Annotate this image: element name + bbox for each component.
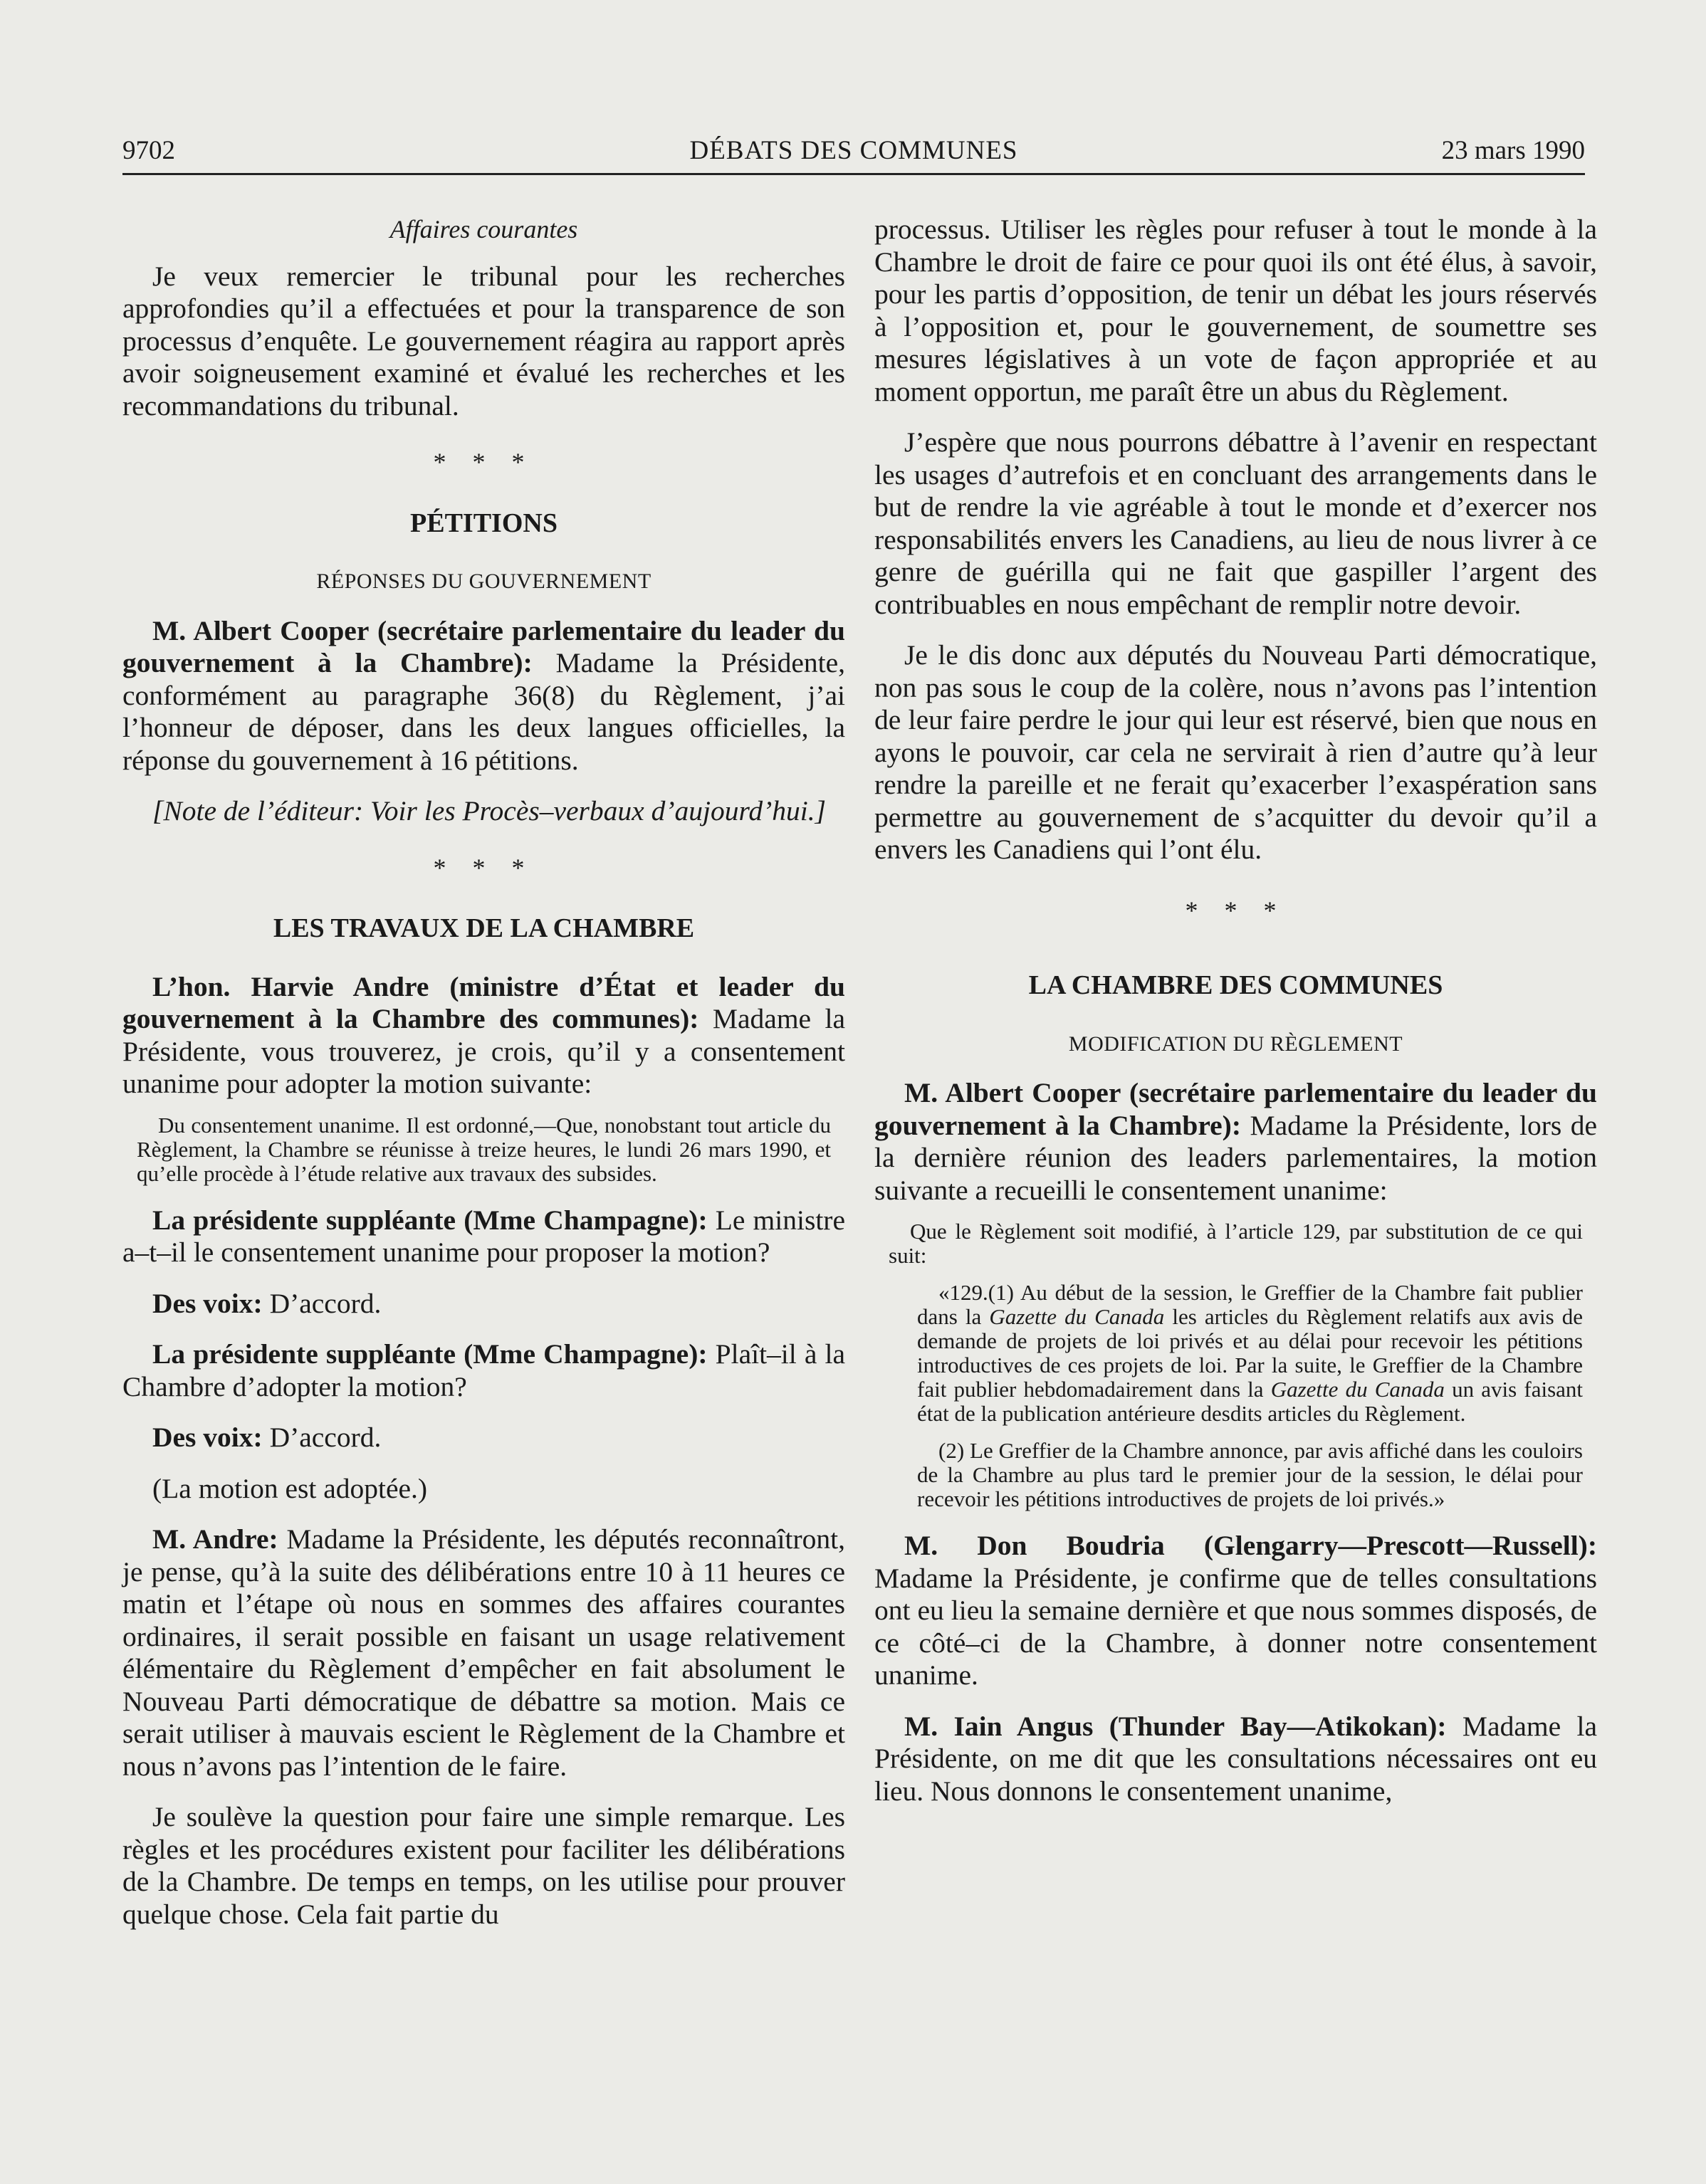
speaker-name: M. Don Boudria (Glengarry—Prescott—Russell): xyxy=(904,1530,1597,1561)
motion-text: Que le Règlement soit modifié, à l’article 129, par substitution de ce qui suit: xyxy=(889,1219,1583,1268)
motion-text: Du consentement unanime. Il est ordonné,—Que, nonobstant tout article du Règlement, la Chambre se réunisse à treize heures, le lundi 26 mars 1990, et qu’elle procède à l’étude relative aux travaux des subsides. xyxy=(137,1112,831,1186)
section-heading: LA CHAMBRE DES COMMUNES xyxy=(1028,970,1443,1000)
speaker-name: La présidente suppléante (Mme Champagne): xyxy=(152,1204,708,1236)
speech-text: Madame la Présidente, on me dit que les consultations nécessaires ont eu lieu. Nous donnons le consentement unanime, xyxy=(874,1710,1598,1807)
speech-paragraph xyxy=(874,1711,1597,1808)
speech-text: Madame la Présidente, je confirme que de telles consultations ont eu lieu la semaine dernière et que nous sommes disposés, de ce côté–ci de la Chambre, à donner notre consentement unanime. xyxy=(874,1562,1597,1691)
paragraph: Je soulève la question pour faire une simple remarque. Les règles et les procédures existent pour faciliter les délibérations de la Chambre. De temps en temps, on les utilise pour prouver quelque chose. Cela fait partie du xyxy=(122,1801,845,1930)
speech-text: Madame la Présidente, vous trouverez, je crois, qu’il y a consentement unanime pour adopter la motion suivante: xyxy=(122,1003,845,1099)
speech-text: D’accord. xyxy=(262,1287,382,1319)
section-heading: PÉTITIONS xyxy=(410,508,558,538)
section-separator: * * * xyxy=(433,853,535,882)
paragraph: Je veux remercier le tribunal pour les recherches approfondies qu’il a effectuées et pour la transparence de son processus d’enquête. Le gouvernement réagira au rapport après avoir soigneusement examiné et évalué les recherches et les recommandations du tribunal. xyxy=(122,260,845,421)
speech-text: D’accord. xyxy=(262,1422,382,1453)
speech-paragraph xyxy=(874,1530,1597,1692)
speech-text: Le ministre a–t–il le consentement unanime pour proposer la motion? xyxy=(122,1204,845,1268)
subsection-heading: RÉPONSES DU GOUVERNEMENT xyxy=(316,569,651,593)
speech-paragraph xyxy=(122,1204,845,1269)
rule-text: (2) Le Greffier de la Chambre annonce, par avis affiché dans les couloirs de la Chambre au plus tard le premier jour de la session, le délai pour recevoir les pétitions introductives de projets de loi privés.» xyxy=(917,1438,1583,1511)
speech-paragraph xyxy=(122,1523,845,1783)
rule-text-part: «129.(1) Au début de la session, le Greffier de la Chambre fait publier dans la xyxy=(917,1280,1583,1329)
speech-text: Madame la Présidente, les députés reconnaîtront, je pense, qu’à la suite des délibérations entre 10 à 11 heures ce matin et l’étape où nous en sommes des affaires courantes ordinaires, il serait possible en faisant un usage relativement élémentaire du Règlement d’empêcher en fait absolument le Nouveau Parti démocratique de débattre sa motion. Mais ce serait utiliser à mauvais escient le Règlement de la Chambre et nous n’avons pas l’intention de le faire. xyxy=(122,1523,845,1782)
rule-text xyxy=(917,1281,1583,1426)
speaker-name: M. Albert Cooper (secrétaire parlementaire du leader du gouvernement à la Chambre): xyxy=(122,614,845,678)
speech-text: Madame la Présidente, lors de la dernière réunion des leaders parlementaires, la motion suivante a recueilli le consentement unanime: xyxy=(874,1109,1597,1206)
speech-text: Madame la Présidente, conformément au paragraphe 36(8) du Règlement, j’ai l’honneur de déposer, dans les deux langues officielles, la réponse du gouvernement à 16 pétitions. xyxy=(122,647,845,776)
speech-paragraph xyxy=(122,615,845,777)
subsection-heading: MODIFICATION DU RÈGLEMENT xyxy=(1068,1031,1403,1056)
editor-note xyxy=(122,795,845,828)
speech-text: Plaît–il à la Chambre d’adopter la motion? xyxy=(122,1338,845,1402)
editor-note-text: [Note de l’éditeur: Voir les Procès–verbaux d’aujourd’hui.] xyxy=(152,795,826,826)
speech-paragraph xyxy=(122,1288,845,1321)
rule-text-quote xyxy=(917,1281,1583,1511)
page-date: 23 mars 1990 xyxy=(1441,136,1585,165)
rule-text-part: un avis faisant état de la publication antérieure desdits articles du Règlement. xyxy=(917,1377,1584,1426)
rule-text-part: les articles du Règlement relatifs aux avis de demande de projets de loi privés et au délai pour recevoir les pétitions introductives de ces projets de loi. Par la suite, le Greffier de la Chambre fait publier hebdomadairement dans la xyxy=(917,1304,1583,1402)
speech-paragraph xyxy=(874,1077,1597,1207)
speaker-name: La présidente suppléante (Mme Champagne): xyxy=(152,1338,708,1370)
paragraph: J’espère que nous pourrons débattre à l’avenir en respectant les usages d’autrefois et en concluant des arrangements dans le but de rendre la vie agréable à tout le monde et d’exercer nos responsabilités envers les Canadiens, au lieu de nous livrer à ce genre de guérilla qui ne fait que gaspiller l’argent des contribuables en nous empêchant de remplir notre devoir. xyxy=(874,426,1597,620)
section-heading: LES TRAVAUX DE LA CHAMBRE xyxy=(273,913,695,943)
motion-quote xyxy=(137,1113,831,1186)
speaker-name: M. Andre: xyxy=(152,1523,278,1555)
procedural-note: (La motion est adoptée.) xyxy=(152,1472,428,1504)
speaker-name: M. Iain Angus (Thunder Bay—Atikokan): xyxy=(904,1710,1447,1742)
page-number: 9702 xyxy=(122,136,175,165)
publication-title: DÉBATS DES COMMUNES xyxy=(689,136,1018,165)
speaker-name: Des voix: xyxy=(152,1422,263,1453)
speech-paragraph xyxy=(122,1338,845,1403)
page-header xyxy=(122,135,1585,175)
speaker-name: Des voix: xyxy=(152,1287,263,1319)
publication-name: Gazette du Canada xyxy=(989,1304,1165,1329)
paragraph: processus. Utiliser les règles pour refuser à tout le monde à la Chambre le droit de faire ce pour quoi ils ont été élus, à savoir, pour les partis d’opposition, de tenir un débat les jours réservés à l’opposition et, pour le gouvernement, de soumettre ses mesures législatives à un vote de façon appropriée et au moment opportun, me paraît être un abus du Règlement. xyxy=(874,214,1597,407)
speaker-name: L’hon. Harvie Andre (ministre d’État et leader du gouvernement à la Chambre des communes): xyxy=(122,970,845,1034)
speech-paragraph xyxy=(122,1422,845,1454)
right-column xyxy=(874,214,1597,1826)
header-rule xyxy=(122,173,1585,175)
motion-quote xyxy=(889,1219,1583,1268)
publication-name: Gazette du Canada xyxy=(1270,1377,1445,1402)
section-separator: * * * xyxy=(433,448,535,476)
paragraph: Je le dis donc aux députés du Nouveau Parti démocratique, non pas sous le coup de la colère, nous n’avons pas l’intention de leur faire perdre le jour qui leur est réservé, bien que nous en ayons le pouvoir, car cela ne servirait à rien d’autre qu’à leur rendre la pareille et ne ferait qu’exacerber l’exaspération sans permettre au gouvernement de s’acquitter du devoir qu’il a envers les Canadiens qui l’ont élu. xyxy=(874,639,1597,865)
speaker-name: M. Albert Cooper (secrétaire parlementaire du leader du gouvernement à la Chambre): xyxy=(874,1077,1597,1141)
left-column xyxy=(122,214,845,1949)
section-kicker: Affaires courantes xyxy=(389,215,578,243)
section-separator: * * * xyxy=(1185,896,1287,925)
speech-paragraph xyxy=(122,971,845,1101)
